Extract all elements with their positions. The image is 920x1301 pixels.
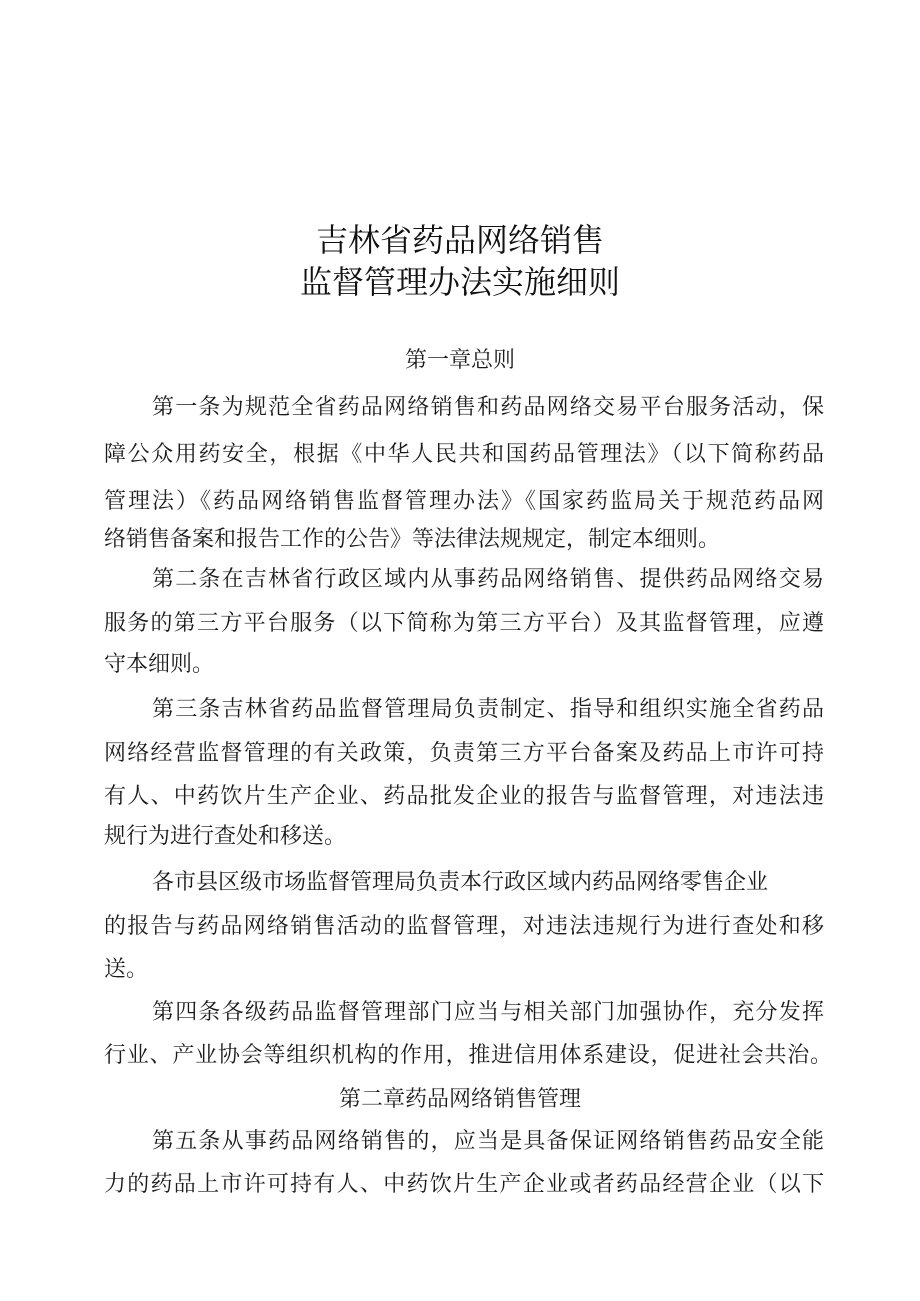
- article-3-paragraph-2-line: 的报告与药品网络销售活动的监督管理，对违法违规行为进行查处和移: [104, 914, 824, 939]
- chapter-2-heading: 第二章药品网络销售管理: [338, 1087, 581, 1112]
- article-3-paragraph-2-line: 送。: [104, 957, 149, 982]
- document-title-line-2: 监督管理办法实施细则: [299, 263, 620, 301]
- article-5-line: 力的药品上市许可持有人、中药饮片生产企业或者药品经营企业（以下: [104, 1172, 824, 1197]
- article-3-line: 有人、中药饮片生产企业、药品批发企业的报告与监督管理，对违法违: [104, 784, 824, 809]
- article-1-line: 络销售备案和报告工作的公告》等法律法规规定，制定本细则。: [104, 527, 721, 552]
- article-5-line: 第五条从事药品网络销售的，应当是具备保证网络销售药品安全能: [152, 1129, 824, 1154]
- document-title-line-1: 吉林省药品网络销售: [315, 221, 604, 259]
- article-1-line: 管理法）《药品网络销售监督管理办法》《国家药监局关于规范药品网: [104, 489, 824, 514]
- article-2-line: 第二条在吉林省行政区域内从事药品网络销售、提供药品网络交易: [152, 567, 824, 592]
- article-2-line: 服务的第三方平台服务（以下简称为第三方平台）及其监督管理，应遵: [104, 611, 824, 636]
- article-4-line: 行业、产业协会等组织机构的作用，推进信用体系建设，促进社会共治。: [104, 1043, 832, 1068]
- article-3-paragraph-2-line: 各市县区级市场监督管理局负责本行政区域内药品网络零售企业: [152, 870, 769, 895]
- article-3-line: 网络经营监督管理的有关政策，负责第三方平台备案及药品上市许可持: [104, 741, 824, 766]
- article-3-line: 规行为进行查处和移送。: [104, 824, 347, 849]
- article-2-line: 守本细则。: [104, 652, 215, 677]
- article-3-line: 第三条吉林省药品监督管理局负责制定、指导和组织实施全省药品: [152, 697, 824, 722]
- chapter-1-heading: 第一章总则: [404, 348, 515, 373]
- article-1-line: 第一条为规范全省药品网络销售和药品网络交易平台服务活动，保: [152, 395, 824, 420]
- article-1-line: 障公众用药安全，根据《中华人民共和国药品管理法》（以下简称药品: [104, 442, 824, 467]
- article-4-line: 第四条各级药品监督管理部门应当与相关部门加强协作，充分发挥: [152, 1000, 824, 1025]
